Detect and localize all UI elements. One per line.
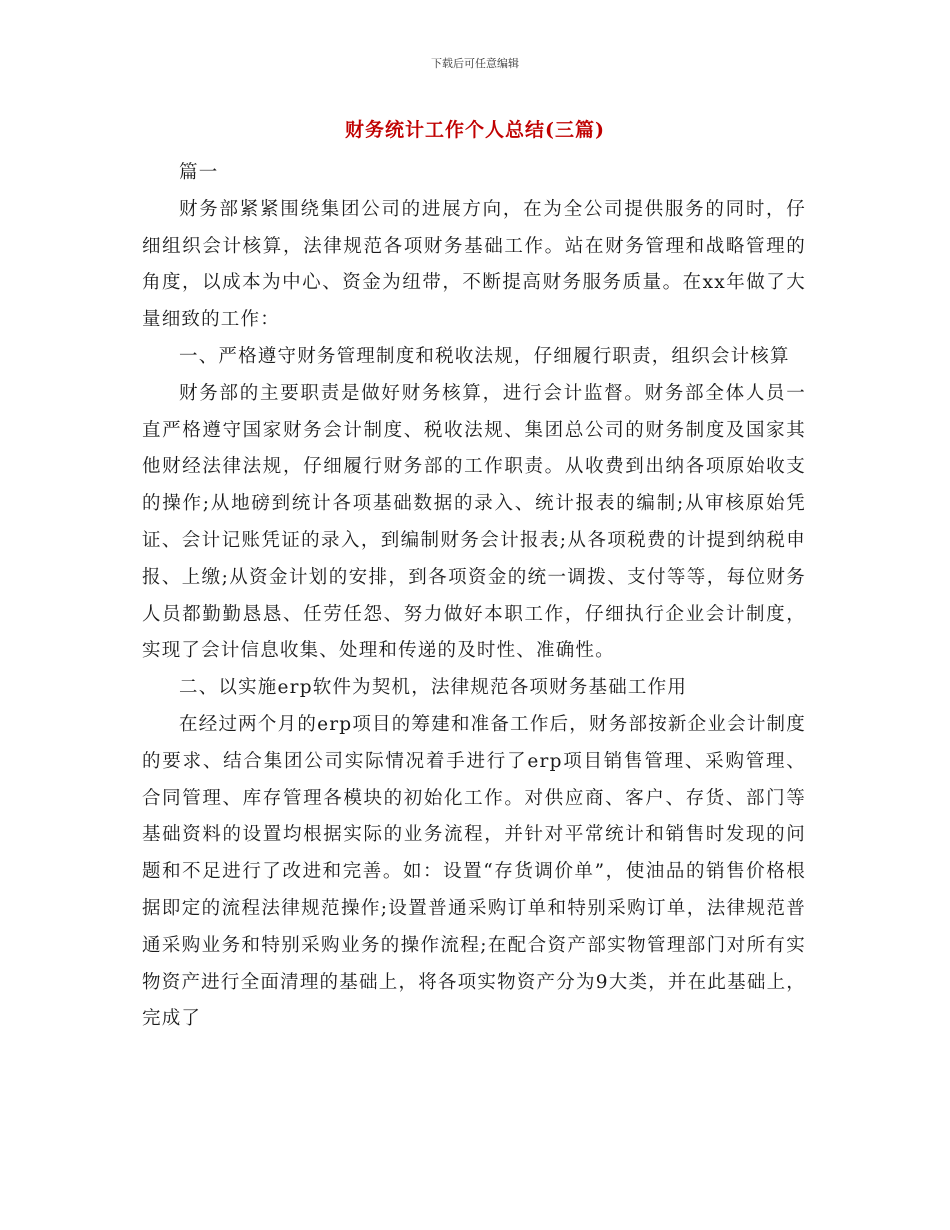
section-heading-1: 一、严格遵守财务管理制度和税收法规，仔细履行职责，组织会计核算 [179,345,790,367]
document-body [142,155,806,1038]
paragraph-intro: 财务部紧紧围绕集团公司的进展方向，在为全公司提供服务的同时，仔细组织会计核算，法律规范各项财务基础工作。站在财务管理和战略管理的角度，以成本为中心、资金为纽带，不断提高财务服务质量。在xx年做了大量细致的工作： [142,198,806,331]
section-heading-2: 二、以实施erp软件为契机，法律规范各项财务基础工作用 [179,677,688,699]
page-header-note: 下载后可任意编辑 [431,57,519,70]
section-heading-part-one: 篇一 [179,162,219,183]
document-title: 财务统计工作个人总结(三篇) [345,119,605,141]
paragraph-erp: 在经过两个月的erp项目的筹建和准备工作后，财务部按新企业会计制度的要求、结合集团公司实际情况着手进行了erp项目销售管理、采购管理、合同管理、库存管理各模块的初始化工作。对供应商、客户、存货、部门等基础资料的设置均根据实际的业务流程，并针对平常统计和销售时发现的问题和不足进行了改进和完善。如：设置“存货调价单”，使油品的销售价格根据即定的流程法律规范操作;设置普通采购订单和特别采购订单，法律规范普通采购业务和特别采购业务的操作流程;在配合资产部实物管理部门对所有实物资产进行全面清理的基础上，将各项实物资产分为9大类，并在此基础上，完成了 [142,713,806,1030]
paragraph-duties: 财务部的主要职责是做好财务核算，进行会计监督。财务部全体人员一直严格遵守国家财务会计制度、税收法规、集团总公司的财务制度及国家其他财经法律法规，仔细履行财务部的工作职责。从收费到出纳各项原始收支的操作;从地磅到统计各项基础数据的录入、统计报表的编制;从审核原始凭证、会计记账凭证的录入，到编制财务会计报表;从各项税费的计提到纳税申报、上缴;从资金计划的安排，到各项资金的统一调拨、支付等等，每位财务人员都勤勤恳恳、任劳任怨、努力做好本职工作，仔细执行企业会计制度，实现了会计信息收集、处理和传递的及时性、准确性。 [142,382,806,662]
